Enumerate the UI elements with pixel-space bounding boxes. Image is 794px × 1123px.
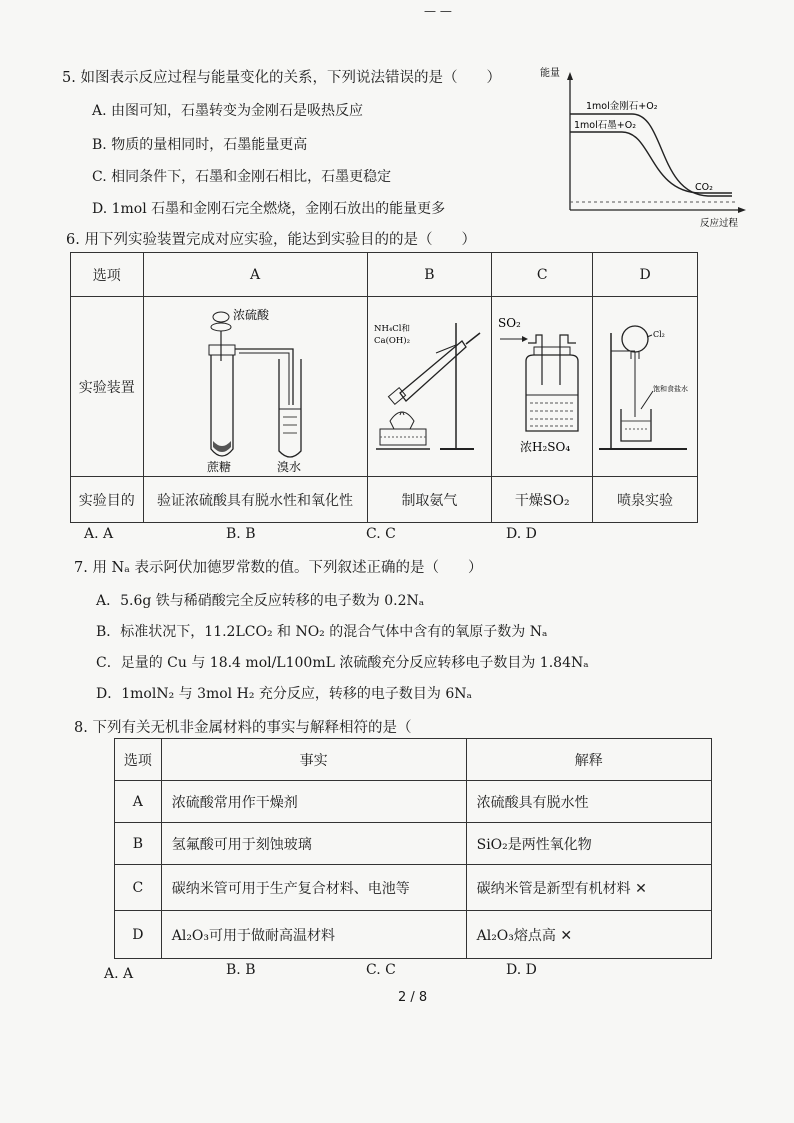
q7-option-b: B．标准状况下，11.2LCO₂ 和 NO₂ 的混合气体中含有的氧原子数为 Nₐ xyxy=(96,624,548,640)
q5-option-c: C. 相同条件下，石墨和金刚石相比，石墨更稳定 xyxy=(92,169,392,185)
apparatus-d-diagram xyxy=(595,317,695,457)
q5-stem: 5. 如图表示反应过程与能量变化的关系，下列说法错误的是（ ） xyxy=(62,70,501,86)
apparatus-d-gas-label: Cl₂ xyxy=(653,329,665,339)
q8-header-explanation: 解释 xyxy=(466,739,711,781)
q7-option-c: C．足量的 Cu 与 18.4 mol/L100mL 浓硫酸充分反应转移电子数目为 1.84Nₐ xyxy=(96,655,589,671)
q8-answer-d: D. D xyxy=(506,962,537,978)
apparatus-c-gas-label: SO₂ xyxy=(498,315,522,330)
q8-answer-b: B. B xyxy=(226,962,256,978)
cross-mark-icon: ✕ xyxy=(635,880,647,897)
q6-purpose-d: 喷泉实验 xyxy=(593,477,698,523)
energy-diagram xyxy=(540,62,760,230)
q8-row-c-explanation: 碳纳米管是新型有机材料 xyxy=(476,880,631,897)
apparatus-a-diagram xyxy=(155,301,355,473)
q8-row-d-fact: Al₂O₃可用于做耐高温材料 xyxy=(161,911,466,959)
apparatus-a-acid-label: 浓硫酸 xyxy=(233,307,270,322)
graphite-level-label: 1mol石墨+O₂ xyxy=(574,120,636,131)
q8-header-fact: 事实 xyxy=(161,739,466,781)
q6-purpose-b: 制取氨气 xyxy=(367,477,492,523)
diamond-level-label: 1mol金刚石+O₂ xyxy=(586,101,658,112)
energy-axis-label: 能量 xyxy=(540,68,560,79)
q8-header-option: 选项 xyxy=(115,739,162,781)
q6-answer-b: B. B xyxy=(226,526,256,542)
cross-mark-icon: ✕ xyxy=(560,927,573,944)
q5-option-d: D. 1mol 石墨和金刚石完全燃烧，金刚石放出的能量更多 xyxy=(92,201,446,217)
page-number: 2 / 8 xyxy=(398,990,428,1005)
q6-header-option: 选项 xyxy=(71,253,144,297)
q6-header-b: B xyxy=(367,253,492,297)
q8-answer-c: C. C xyxy=(366,962,396,978)
apparatus-c-cell xyxy=(492,297,593,477)
apparatus-a-sugar-label: 蔗糖 xyxy=(207,459,232,473)
q6-answer-a: A. A xyxy=(84,526,114,542)
co2-level-label: CO₂ xyxy=(695,182,713,193)
process-axis-label: 反应过程 xyxy=(700,218,739,229)
q8-row-d-explanation: Al₂O₃熔点高 xyxy=(476,927,556,944)
q7-stem: 7. 用 Nₐ 表示阿伏加德罗常数的值。下列叙述正确的是（ ） xyxy=(74,560,483,576)
q8-row-b-option: B xyxy=(115,823,162,865)
q6-purpose-label: 实验目的 xyxy=(71,477,144,523)
apparatus-a-cell xyxy=(143,297,367,477)
apparatus-c-liquid-label: 浓H₂SO₄ xyxy=(520,439,571,454)
q8-table xyxy=(114,738,712,959)
q5-option-b: B. 物质的量相同时，石墨能量更高 xyxy=(92,137,308,153)
q8-row-c-explanation-cell xyxy=(466,865,711,911)
q8-row-d-option: D xyxy=(115,911,162,959)
q6-apparatus-label: 实验装置 xyxy=(71,297,144,477)
apparatus-b-diagram xyxy=(370,317,488,457)
q7-option-d: D．1molN₂ 与 3mol H₂ 充分反应，转移的电子数目为 6Nₐ xyxy=(96,686,472,702)
q8-row-a-option: A xyxy=(115,781,162,823)
q8-row-a-fact: 浓硫酸常用作干燥剂 xyxy=(161,781,466,823)
q8-row-c-fact: 碳纳米管可用于生产复合材料、电池等 xyxy=(161,865,466,911)
header-mark: — — xyxy=(424,4,452,18)
q6-header-d: D xyxy=(593,253,698,297)
q6-purpose-c: 干燥SO₂ xyxy=(492,477,593,523)
q8-row-a-explanation: 浓硫酸具有脱水性 xyxy=(466,781,711,823)
q6-answer-c: C. C xyxy=(366,526,396,542)
q8-row-c-option: C xyxy=(115,865,162,911)
apparatus-b-cell xyxy=(367,297,492,477)
q8-row-d-explanation-cell xyxy=(466,911,711,959)
apparatus-c-diagram xyxy=(494,313,590,461)
apparatus-a-bromine-label: 溴水 xyxy=(277,459,302,473)
q6-purpose-a: 验证浓硫酸具有脱水性和氧化性 xyxy=(143,477,367,523)
q8-answer-a: A. A xyxy=(104,966,134,982)
q8-stem: 8. 下列有关无机非金属材料的事实与解释相符的是（ xyxy=(74,720,412,736)
q7-option-a: A．5.6g 铁与稀硝酸完全反应转移的电子数为 0.2Nₐ xyxy=(96,593,425,609)
apparatus-d-liquid-label: 饱和食盐水 xyxy=(653,384,689,393)
q8-row-b-explanation: SiO₂是两性氧化物 xyxy=(466,823,711,865)
q6-answer-d: D. D xyxy=(506,526,537,542)
q8-row-b-fact: 氢氟酸可用于刻蚀玻璃 xyxy=(161,823,466,865)
apparatus-b-reagent-2: Ca(OH)₂ xyxy=(374,335,411,346)
q6-table xyxy=(70,252,698,523)
q6-header-a: A xyxy=(143,253,367,297)
q6-header-c: C xyxy=(492,253,593,297)
apparatus-d-cell xyxy=(593,297,698,477)
apparatus-b-reagent-1: NH₄Cl和 xyxy=(374,323,411,334)
q5-option-a: A. 由图可知，石墨转变为金刚石是吸热反应 xyxy=(92,103,364,119)
q6-stem: 6. 用下列实验装置完成对应实验，能达到实验目的的是（ ） xyxy=(66,232,476,248)
